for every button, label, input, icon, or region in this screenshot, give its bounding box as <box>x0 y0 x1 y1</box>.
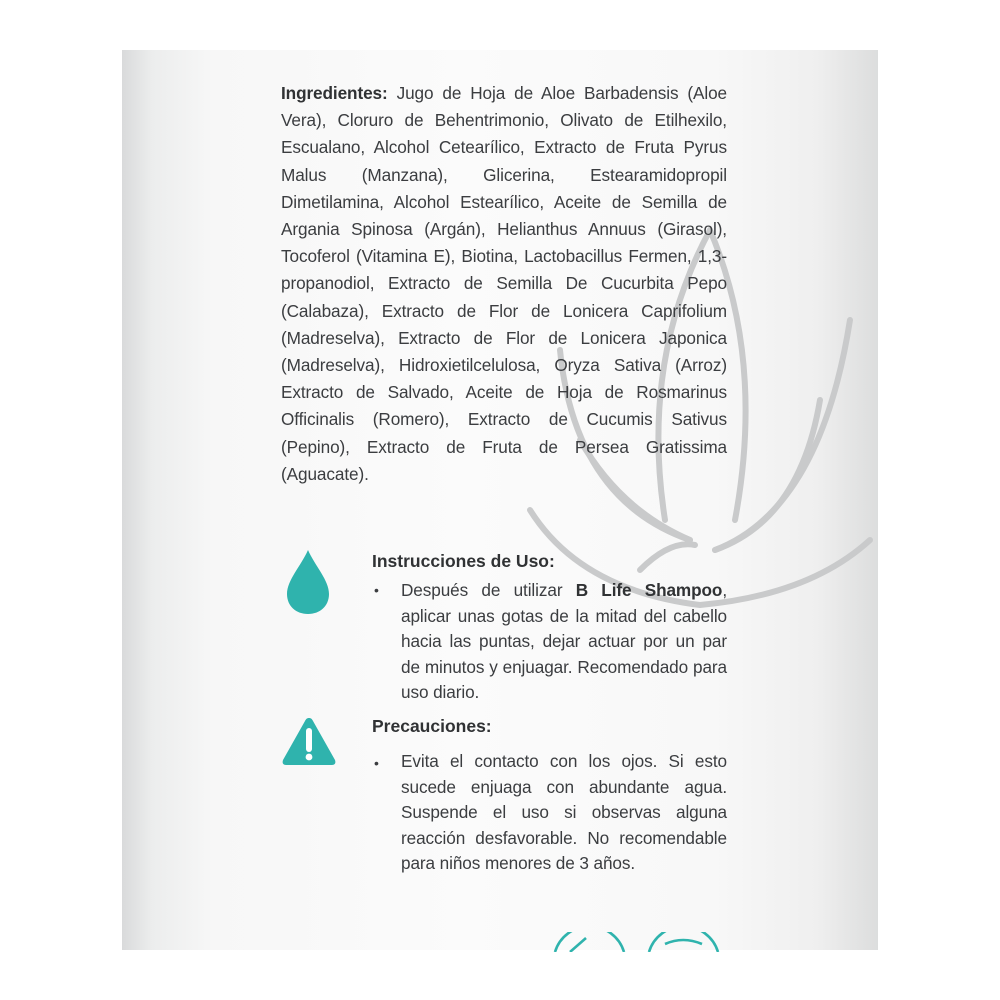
ingredients-paragraph <box>281 80 727 500</box>
precautions-bullet: • <box>374 755 379 771</box>
ingredients-label: Ingredientes: <box>281 83 388 103</box>
bottom-badge-icons <box>552 932 732 952</box>
product-name: B Life Shampoo <box>575 580 723 600</box>
precautions-title: Precauciones: <box>372 716 492 736</box>
warning-triangle-icon <box>280 715 338 767</box>
instructions-text-before: Después de utilizar <box>401 580 576 600</box>
water-drop-icon <box>285 548 331 616</box>
instructions-text-after: , aplicar unas gotas de la mitad del cabello hacia las puntas, dejar actuar por un par de minutos y enjuagar. Recomendado para uso diario. <box>401 580 728 703</box>
ingredients-text: Jugo de Hoja de Aloe Barbadensis (Aloe Vera), Cloruro de Behentrimonio, Olivato de Etilhexilo, Escualano, Alcohol Cetearílico, Extracto de Fruta Pyrus Malus (Manzana), Glicerina, Estearamidopropil Dimetilamina, Alcohol Estearílico, Aceite de Semilla de Argania Spinosa (Argán), Helianthus Annuus (Girasol), Tocoferol (Vitamina E), Biotina, Lactobacillus Fermen, 1,3-propanodiol, Extracto de Semilla De Cucurbita Pepo (Calabaza), Extracto de Flor de Lonicera Caprifolium (Madreselva), Extracto de Flor de Lonicera Japonica (Madreselva), Hidroxietilcelulosa, Oryza Sativa (Arroz) Extracto de Salvado, Aceite de Hoja de Rosmarinus Officinalis (Romero), Extracto de Cucumis Sativus (Pepino), Extracto de Fruta de Persea Gratissima (Aguacate). <box>281 83 727 484</box>
instructions-bullet: • <box>374 582 379 598</box>
instructions-text <box>401 578 727 706</box>
instructions-title: Instrucciones de Uso: <box>372 551 555 571</box>
precautions-text: Evita el contacto con los ojos. Si esto sucede enjuaga con abundante agua. Suspende el uso si observas alguna reacción desfavorable. No recomendable para niños menores de 3 años. <box>401 751 727 874</box>
